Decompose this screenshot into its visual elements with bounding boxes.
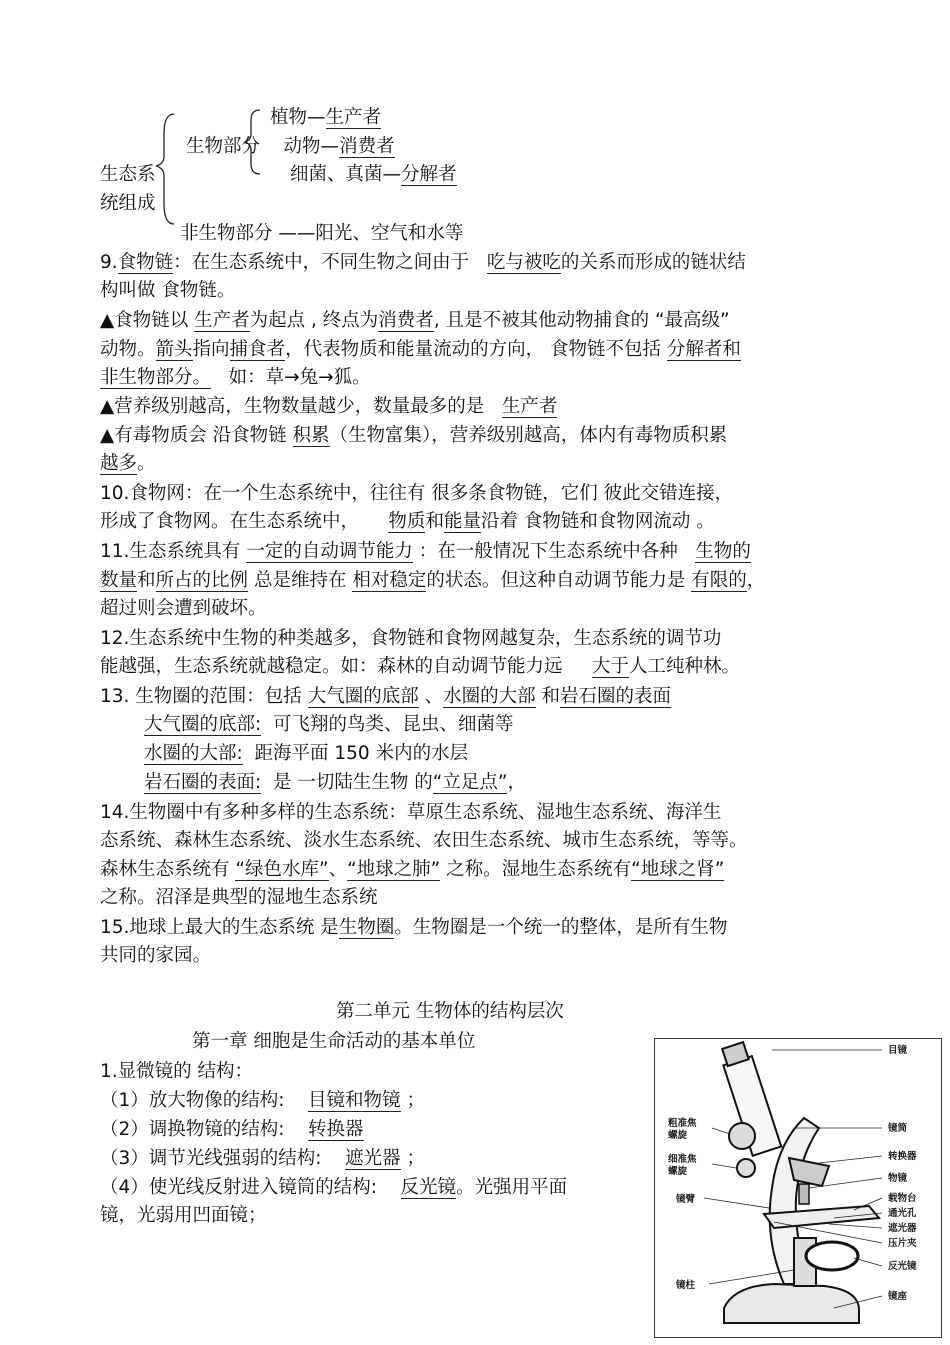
p13-line1: 13. 生物圈的范围：包括 大气圈的底部 、水圈的大部 和岩石圈的表面 <box>100 686 672 707</box>
label-clip: 压片夹 <box>888 1238 917 1249</box>
micro-s4-cont: 镜，光弱用凹面镜； <box>100 1205 267 1226</box>
label-nosepiece: 转换器 <box>888 1151 917 1162</box>
p14-line4: 之称。沼泽是典型的湿地生态系统 <box>100 887 378 908</box>
eco-label-1: 生态系 <box>100 164 156 185</box>
p9-line1: 9.食物链：在生态系统中，不同生物之间由于 吃与被吃的关系而形成的链状结 <box>100 252 746 273</box>
chapter-title: 第一章 细胞是生命活动的基本单位 <box>192 1031 476 1052</box>
microscope-figure <box>654 1038 942 1338</box>
p14-line3: 森林生态系统有 “绿色水库”、“地球之肺” 之称。湿地生态系统有“地球之肾” <box>100 859 725 880</box>
p12-line1: 12.生态系统中生物的种类越多，食物链和食物网越复杂，生态系统的调节功 <box>100 628 722 649</box>
tri1-line2: 动物。箭头指向捕食者，代表物质和能量流动的方向， 食物链不包括 分解者和 <box>100 339 741 360</box>
p11-line3: 超过则会遭到破坏。 <box>100 598 267 619</box>
label-objective: 物镜 <box>888 1173 908 1184</box>
eco-label-2: 统组成 <box>100 193 156 214</box>
p11-line1: 11.生态系统具有 一定的自动调节能力 ：在一般情况下生态系统中各种 生物的 <box>100 541 751 562</box>
label-diaphragm: 遮光器 <box>888 1223 917 1234</box>
tri3-line1: ▲有毒物质会 沿食物链 积累（生物富集），营养级别越高，体内有毒物质积累 <box>100 425 728 446</box>
plant-line: 植物—生产者 <box>270 107 382 128</box>
micro-q1: 1.显微镜的 结构： <box>100 1061 254 1082</box>
p15-line2: 共同的家园。 <box>100 945 212 966</box>
label-mirror: 反光镜 <box>888 1261 917 1272</box>
microscope-base <box>724 1284 859 1323</box>
p14-line2: 态系统、森林生态系统、淡水生态系统、农田生态系统、城市生态系统，等等。 <box>100 830 748 851</box>
p10-line2: 形成了食物网。在生态系统中， 物质和能量沿着 食物链和食物网流动 。 <box>100 511 715 532</box>
label-pillar: 镜柱 <box>676 1280 696 1291</box>
micro-s1: （1）放大物像的结构: 目镜和物镜 ； <box>100 1090 425 1111</box>
tri1-line3: 非生物部分。 如：草→兔→狐。 <box>100 367 371 388</box>
p12-line2: 能越强，生态系统就越稳定。如：森林的自动调节能力远 大于人工纯种林。 <box>100 656 740 677</box>
p9-line2: 构叫做 食物链。 <box>100 280 236 301</box>
micro-s3: （3）调节光线强弱的结构: 遮光器 ； <box>100 1148 425 1169</box>
p15-line1: 15.地球上最大的生态系统 是生物圈。生物圈是一个统一的整体，是所有生物 <box>100 917 728 938</box>
p10-line1: 10.食物网：在一个生态系统中，往往有 很多条食物链，它们 彼此交错连接， <box>100 483 734 504</box>
microscope-objective <box>799 1184 809 1204</box>
nonbio-line: 非生物部分 ——阳光、空气和水等 <box>180 223 464 244</box>
unit-title: 第二单元 生物体的结构层次 <box>336 1001 564 1022</box>
tri1-line1: ▲食物链以 生产者为起点 , 终点为消费者, 且是不被其他动物捕食的 “最高级” <box>100 310 730 331</box>
label-eyepiece: 目镜 <box>888 1045 908 1056</box>
bio-part-line: 生物部分 动物—消费者 <box>186 136 395 157</box>
p13-atmosphere: 大气圈的底部: 可飞翔的鸟类、昆虫、细菌等 <box>144 714 514 735</box>
composition-braces <box>150 104 270 234</box>
microscope-mirror <box>806 1242 858 1270</box>
label-coarse-1: 粗准焦 <box>668 1118 697 1129</box>
p11-line2: 数量和所占的比例 总是维持在 相对稳定的状态。但这种自动调节能力是 有限的， <box>100 570 766 591</box>
label-tube: 镜筒 <box>888 1123 908 1134</box>
coarse-knob <box>729 1123 755 1149</box>
label-stage: 载物台 <box>888 1193 917 1204</box>
label-arm: 镜臂 <box>676 1194 696 1205</box>
label-base: 镜座 <box>888 1291 908 1302</box>
tri2-line: ▲营养级别越高，生物数量越少，数量最多的是 生产者 <box>100 396 558 417</box>
label-fine-1: 细准焦 <box>668 1154 697 1165</box>
fine-knob <box>737 1159 755 1177</box>
micro-s2: （2）调换物镜的结构: 转换器 <box>100 1119 364 1140</box>
p13-hydrosphere: 水圈的大部: 距海平面 150 米内的水层 <box>144 743 469 764</box>
p14-line1: 14.生物圈中有多种多样的生态系统：草原生态系统、湿地生态系统、海洋生 <box>100 802 722 823</box>
p13-lithosphere: 岩石圈的表面: 是 一切陆生生物 的“立足点”， <box>144 772 526 793</box>
micro-s4: （4）使光线反射进入镜筒的结构: 反光镜。光强用平面 <box>100 1177 568 1198</box>
label-aperture: 通光孔 <box>888 1208 917 1219</box>
label-fine-2: 螺旋 <box>668 1166 688 1177</box>
label-coarse-2: 螺旋 <box>668 1130 688 1141</box>
bacteria-line: 细菌、真菌—分解者 <box>290 164 457 185</box>
tri3-line2: 越多。 <box>100 453 156 474</box>
